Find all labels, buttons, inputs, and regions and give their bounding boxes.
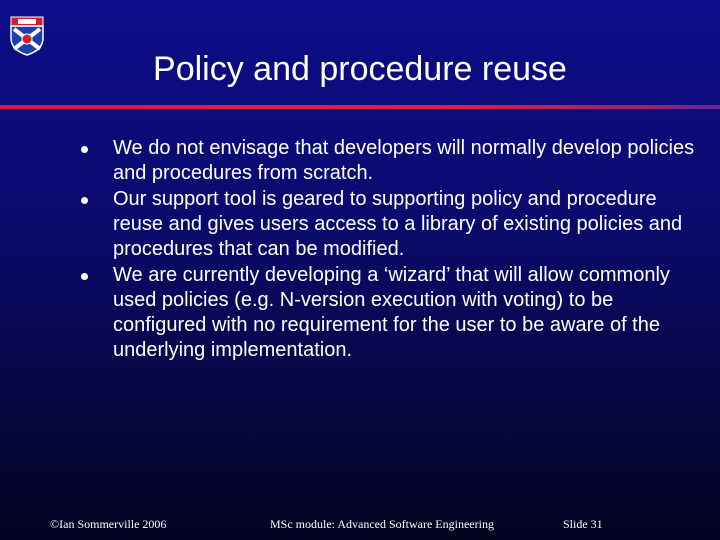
footer-copyright: ©Ian Sommerville 2006 (50, 517, 167, 531)
bullet-list (80, 136, 700, 364)
bullet-dot-icon (81, 273, 88, 280)
slide-title: Policy and procedure reuse (153, 50, 567, 88)
title-divider (0, 105, 720, 109)
bullet-item (80, 187, 700, 262)
footer-module: MSc module: Advanced Software Engineering (270, 517, 494, 531)
bullet-dot-icon (81, 146, 88, 153)
bullet-item (80, 136, 700, 186)
bullet-item (80, 263, 700, 363)
bullet-text: We are currently developing a ‘wizard’ that will allow commonly used policies (e.g. N-version execution with voting) to be configured with no requirement for the user to be aware of the underlying implementation. (113, 264, 670, 361)
footer-slide-number: Slide 31 (563, 517, 603, 531)
bullet-text: Our support tool is geared to supporting policy and procedure reuse and gives users access to a library of existing policies and procedures that can be modified. (113, 188, 683, 260)
bullet-text: We do not envisage that developers will normally develop policies and procedures from scratch. (113, 137, 695, 184)
bullet-dot-icon (81, 197, 88, 204)
